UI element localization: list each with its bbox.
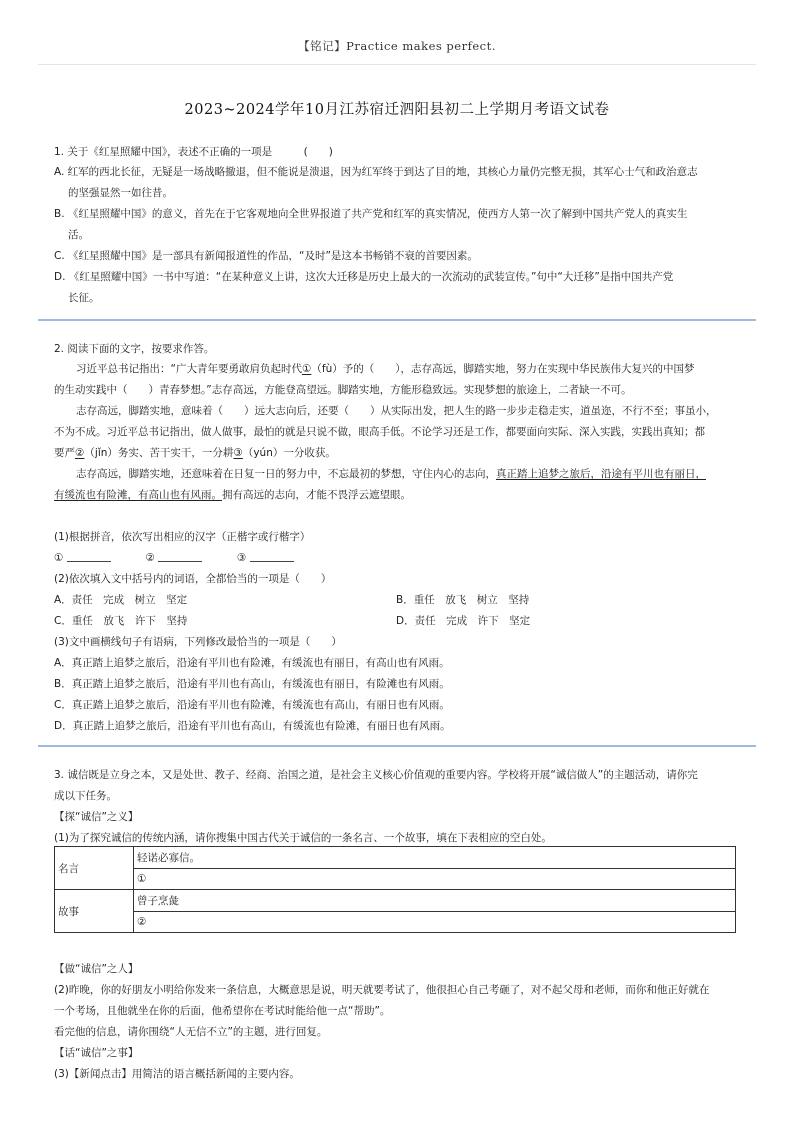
table-row bbox=[55, 890, 736, 912]
table-header-quote: 名言 bbox=[55, 847, 134, 890]
q1-option-b-cont: 活。 bbox=[68, 229, 89, 241]
q2-sub2-option-c: C．重任 放飞 许下 坚持 bbox=[54, 615, 188, 627]
q3-sub2-line1: (2)昨晚，你的好朋友小明给你发来一条信息，大概意思是说，明天就要考试了，他很担心自己考砸了，对不起父母和老师，而你和他正好就在 bbox=[54, 984, 710, 996]
q2-sub3-option-a: A．真正踏上追梦之旅后，沿途有平川也有险滩，有缓流也有丽日，有高山也有风雨。 bbox=[54, 657, 450, 669]
q3-section-3-heading: 【话“诚信”之事】 bbox=[54, 1047, 139, 1059]
q2-sub3-option-d: D．真正踏上追梦之旅后，沿途有平川也有高山，有缓流也有险滩，有丽日也有风雨。 bbox=[54, 720, 451, 732]
table-header-story: 故事 bbox=[55, 890, 134, 933]
blank-marker-2: ② bbox=[75, 447, 85, 459]
q2-sub2-option-a: A．责任 完成 树立 坚定 bbox=[54, 594, 188, 606]
q2-passage-p3-line1: 志存高远，脚踏实地，还意味着在日复一日的努力中，不忘最初的梦想，守住内心的志向，真正踏上追梦之旅后，沿途有平川也有丽日， bbox=[76, 468, 706, 480]
answer-label-2: ② bbox=[145, 552, 155, 564]
q1-option-d: D. 《红星照耀中国》一书中写道：“在某种意义上讲，这次大迁移是历史上最大的一次流动的武装宣传。”句中“大迁移”是指中国共产党 bbox=[54, 271, 674, 283]
q2-stem: 2. 阅读下面的文字，按要求作答。 bbox=[54, 343, 215, 355]
motto-header: 【铭记】Practice makes perfect. bbox=[298, 39, 496, 53]
q2-passage-p1-line1: 习近平总书记指出：“广大青年要勇敢肩负起时代①（fù）予的（ ），志存高远，脚踏实地，努力在实现中华民族伟大复兴的中国梦 bbox=[76, 363, 695, 375]
blank-marker-1: ① bbox=[301, 363, 312, 375]
q1-option-a-cont: 的坚强显然一如往昔。 bbox=[68, 187, 173, 199]
q3-sub1-stem: (1)为了探究诚信的传统内涵，请你搜集中国古代关于诚信的一条名言、一个故事，填在下表相应的空白处。 bbox=[54, 832, 552, 844]
answer-label-1: ① bbox=[54, 552, 64, 564]
table-row bbox=[55, 868, 736, 890]
exam-title: 2023~2024学年10月江苏宿迁泗阳县初二上学期月考语文试卷 bbox=[184, 102, 610, 118]
q1-option-c: C. 《红星照耀中国》是一部具有新闻报道性的作品，“及时”是这本书畅销不衰的首要因素。 bbox=[54, 250, 478, 262]
q2-passage-p3-line2: 有缓流也有险滩，有高山也有风雨。拥有高远的志向，才能不畏浮云遮望眼。 bbox=[54, 489, 411, 501]
q2-passage-p2-line1: 志存高远，脚踏实地，意味着（ ）远大志向后，还要（ ）从实际出发，把人生的路一步步走稳走实，道虽迩，不行不至；事虽小， bbox=[76, 405, 717, 417]
q2-sub2-option-d: D．责任 完成 许下 坚定 bbox=[396, 615, 531, 627]
q2-sub3-option-b: B．真正踏上追梦之旅后，沿途有平川也有高山，有缓流也有丽日，有险滩也有风雨。 bbox=[54, 678, 450, 690]
table-row bbox=[55, 847, 736, 869]
table-cell: 轻诺必寡信。 bbox=[134, 847, 736, 869]
answer-label-3: ③ bbox=[236, 552, 247, 564]
q1-option-d-cont: 长征。 bbox=[68, 292, 100, 304]
integrity-table bbox=[54, 846, 736, 933]
q2-sub1-stem: (1)根据拼音，依次写出相应的汉字（正楷字或行楷字） bbox=[54, 531, 311, 543]
q2-sub3-stem: (3)文中画横线句子有语病，下列修改最恰当的一项是（ ） bbox=[54, 636, 342, 648]
q1-option-b: B. 《红星照耀中国》的意义，首先在于它客观地向全世界报道了共产党和红军的真实情况，使西方人第一次了解到中国共产党人的真实生 bbox=[54, 208, 688, 220]
underlined-sentence-cont: 有缓流也有险滩，有高山也有风雨。 bbox=[54, 489, 222, 501]
q3-stem: 3. 诚信既是立身之本，又是处世、教子、经商、治国之道，是社会主义核心价值观的重要内容。学校将开展“诚信做人”的主题活动，请你完 bbox=[54, 769, 698, 781]
q3-stem-cont: 成以下任务。 bbox=[54, 790, 117, 802]
q3-sub3-stem: (3)【新闻点击】用简洁的语言概括新闻的主要内容。 bbox=[54, 1068, 300, 1080]
q3-section-2-heading: 【做“诚信”之人】 bbox=[54, 963, 139, 975]
q2-sub2-stem: (2)依次填入文中括号内的词语，全都恰当的一项是（ ） bbox=[54, 573, 332, 585]
blank-marker-3: ③ bbox=[233, 447, 243, 459]
q2-sub3-option-c: C．真正踏上追梦之旅后，沿途有平川也有险滩，有缓流也有高山，有丽日也有风雨。 bbox=[54, 699, 450, 711]
q3-sub2-line2: 一个考场，且他就坐在你的后面，他希望你在考试时能给他一点“帮助”。 bbox=[54, 1005, 391, 1017]
q2-sub1-blanks bbox=[54, 551, 294, 565]
question-separator bbox=[38, 319, 756, 321]
q2-passage-p2-line3: 要严②（jǐn）务实、苦干实干，一分耕③（yún）一分收获。 bbox=[54, 447, 336, 459]
table-answer-cell-2[interactable]: ② bbox=[134, 911, 736, 933]
header-divider bbox=[38, 64, 756, 65]
answer-blank-3[interactable] bbox=[250, 551, 294, 562]
q3-section-1-heading: 【探“诚信”之义】 bbox=[54, 811, 139, 823]
answer-blank-2[interactable] bbox=[158, 551, 202, 562]
q1-stem: 1. 关于《红星照耀中国》，表述不正确的一项是 ( ) bbox=[54, 146, 333, 158]
table-cell: 曾子烹彘 bbox=[134, 890, 736, 912]
table-row bbox=[55, 911, 736, 933]
q2-passage-p2-line2: 不为不成。习近平总书记指出，做人做事，最怕的就是只说不做，眼高手低。不论学习还是工作，都要面向实际、深入实践，实践出真知；都 bbox=[54, 426, 705, 438]
underlined-sentence: 真正踏上追梦之旅后，沿途有平川也有丽日， bbox=[496, 468, 706, 480]
q3-sub2-line3: 看完他的信息，请你围绕“人无信不立”的主题，进行回复。 bbox=[54, 1026, 328, 1038]
q2-passage-p1-line2: 的生动实践中（ ）青春梦想。”志存高远，方能登高望远。脚踏实地，方能形稳致远。实现梦想的旅途上，二者缺一不可。 bbox=[54, 384, 632, 396]
table-answer-cell-1[interactable]: ① bbox=[134, 868, 736, 890]
answer-blank-1[interactable] bbox=[67, 551, 111, 562]
q2-sub2-option-b: B．重任 放飞 树立 坚持 bbox=[396, 594, 530, 606]
q1-option-a: A. 红军的西北长征，无疑是一场战略撤退，但不能说是溃退，因为红军终于到达了目的地，其核心力量仍完整无损，其军心士气和政治意志 bbox=[54, 166, 698, 178]
question-separator bbox=[38, 745, 756, 747]
